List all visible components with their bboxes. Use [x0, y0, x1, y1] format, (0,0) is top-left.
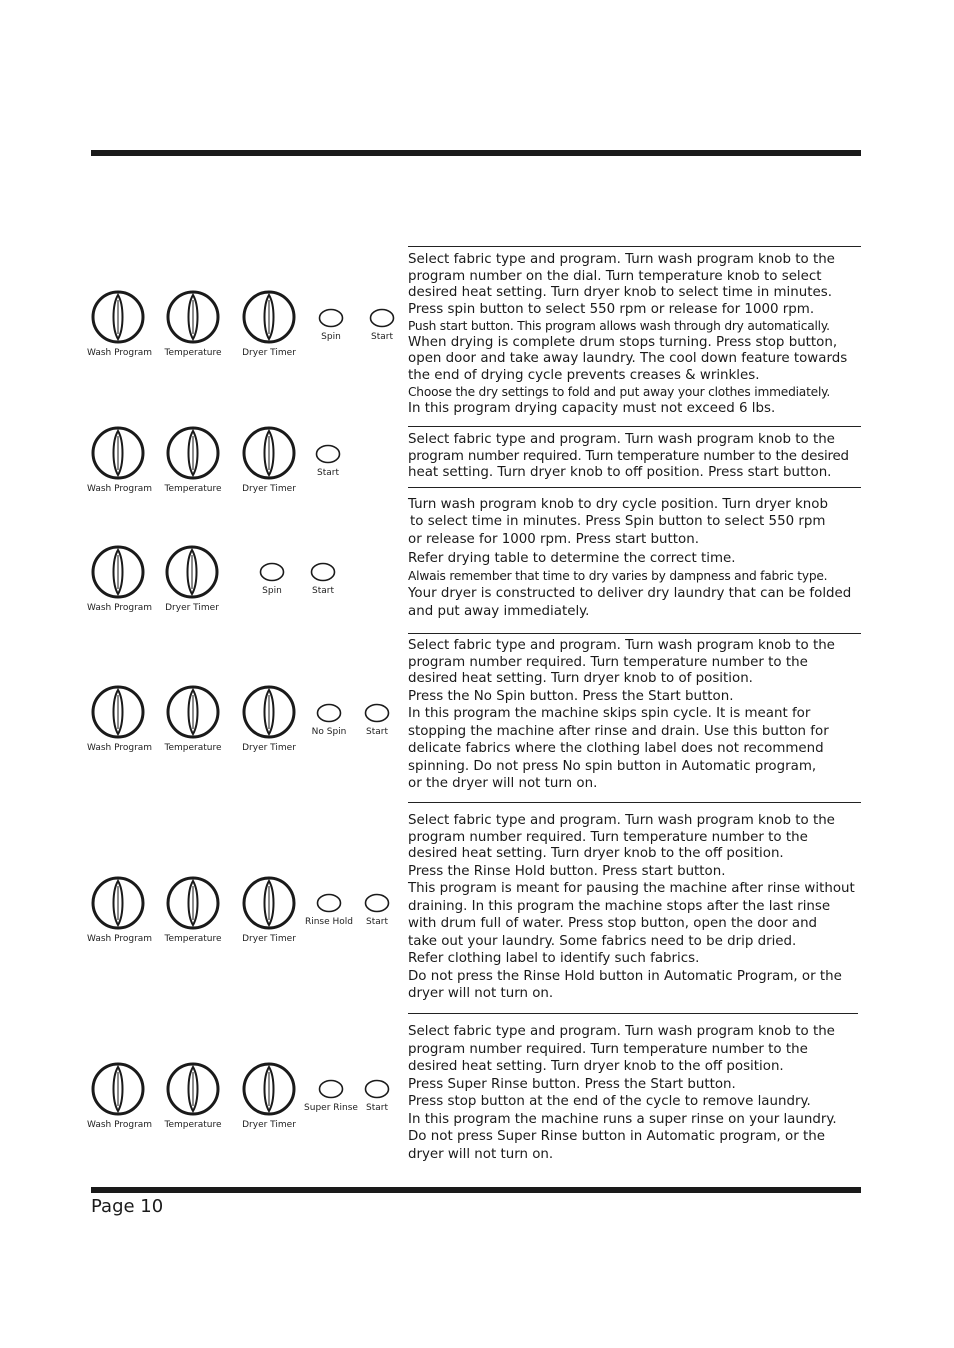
text-line: In this program the machine skips spin cycle. It is meant for — [408, 706, 811, 721]
wash-program-knob[interactable] — [87, 426, 153, 494]
start-button[interactable] — [364, 308, 400, 342]
control-label: Start — [371, 332, 393, 342]
section-divider — [408, 633, 861, 634]
text-line: In this program the machine runs a super rinse on your laundry. — [408, 1111, 837, 1127]
knob-dial-icon — [91, 685, 145, 739]
text-line: Refer drying table to determine the correct time. — [408, 550, 736, 566]
oval-button-icon — [364, 1079, 390, 1099]
text-line: desired heat setting. Turn dryer knob to select time in minutes. — [408, 285, 832, 300]
rinse-hold-button[interactable] — [304, 893, 354, 927]
knob-dial-icon — [166, 290, 220, 344]
temperature-knob[interactable] — [160, 685, 226, 753]
temperature-knob[interactable] — [160, 876, 226, 944]
text-line: Refer clothing label to identify such fabrics. — [408, 951, 700, 966]
start-button[interactable] — [310, 444, 346, 478]
control-label: Wash Program — [87, 934, 153, 944]
oval-button-icon — [316, 893, 342, 913]
temperature-knob[interactable] — [160, 426, 226, 494]
text-line: program number required. Turn temperature number to the — [408, 654, 808, 670]
start-button[interactable] — [305, 562, 341, 596]
text-line: Press Super Rinse button. Press the Start button. — [408, 1076, 736, 1092]
text-line: the end of drying cycle prevents creases & wrinkles. — [408, 367, 760, 383]
control-label: Wash Program — [87, 484, 153, 494]
temperature-knob[interactable] — [160, 1062, 226, 1130]
text-line: In this program drying capacity must not exceed 6 lbs. — [408, 400, 776, 416]
text-line: Select fabric type and program. Turn wash program knob to the — [408, 638, 835, 653]
knob-dial-icon — [91, 290, 145, 344]
oval-button-icon — [310, 562, 336, 582]
text-line: take out your laundry. Some fabrics need to be drip dried. — [408, 933, 797, 949]
section-2-text — [408, 432, 866, 482]
control-label: Temperature — [164, 484, 222, 494]
text-line: Turn wash program knob to dry cycle position. Turn dryer knob — [408, 497, 828, 512]
control-label: Temperature — [164, 743, 222, 753]
text-line: Alwais remember that time to dry varies by dampness and fabric type. — [408, 569, 828, 583]
section-divider — [408, 802, 861, 803]
bottom-rule — [91, 1187, 861, 1193]
text-line: Choose the dry settings to fold and put away your clothes immediately. — [408, 385, 831, 399]
control-label: Spin — [321, 332, 341, 342]
text-line: When drying is complete drum stops turning. Press stop button, — [408, 334, 838, 350]
start-button[interactable] — [359, 1079, 395, 1113]
text-line: desired heat setting. Turn dryer knob to of position. — [408, 671, 753, 686]
dryer-timer-knob[interactable] — [237, 290, 301, 358]
text-line: stopping the machine after rinse and drain. Use this button for — [408, 723, 829, 739]
oval-button-icon — [259, 562, 285, 582]
section-5-text — [408, 813, 866, 1003]
control-label: Dryer Timer — [242, 743, 296, 753]
control-label: Wash Program — [87, 1120, 153, 1130]
start-button[interactable] — [359, 703, 395, 737]
section-divider — [408, 1013, 858, 1014]
knob-dial-icon — [91, 1062, 145, 1116]
section-divider — [408, 246, 861, 247]
oval-button-icon — [364, 703, 390, 723]
text-line: or release for 1000 rpm. Press start button. — [408, 532, 699, 547]
wash-program-knob[interactable] — [87, 290, 153, 358]
text-line: spinning. Do not press No spin button in Automatic program, — [408, 758, 817, 774]
control-label: Dryer Timer — [242, 484, 296, 494]
wash-program-knob[interactable] — [87, 685, 153, 753]
section-divider — [408, 426, 861, 427]
oval-button-icon — [364, 893, 390, 913]
knob-dial-icon — [242, 1062, 296, 1116]
section-1-text — [408, 252, 866, 417]
text-line: desired heat setting. Turn dryer knob to the off position. — [408, 1059, 784, 1074]
control-label: Start — [366, 917, 388, 927]
text-line: open door and take away laundry. The cool down feature towards — [408, 351, 848, 366]
text-line: Push start button. This program allows wash through dry automatically. — [408, 319, 830, 333]
oval-button-icon — [318, 308, 344, 328]
control-label: Start — [366, 1103, 388, 1113]
knob-dial-icon — [242, 426, 296, 480]
text-line: to select time in minutes. Press Spin button to select 550 rpm — [410, 513, 826, 529]
section-4-text — [408, 638, 866, 793]
control-label: Wash Program — [87, 743, 153, 753]
text-line: program number required. Turn temperature number to the desired — [408, 448, 849, 464]
control-label: Temperature — [164, 934, 222, 944]
control-label: Dryer Timer — [242, 934, 296, 944]
text-line: Press stop button at the end of the cycle to remove laundry. — [408, 1094, 811, 1109]
text-line: draining. In this program the machine stops after the last rinse — [408, 898, 831, 914]
control-label: Wash Program — [87, 348, 153, 358]
control-label: Dryer Timer — [242, 348, 296, 358]
page-number: Page 10 — [91, 1196, 164, 1217]
knob-dial-icon — [165, 545, 219, 599]
control-label: Rinse Hold — [304, 917, 354, 927]
text-line: delicate fabrics where the clothing label does not recommend — [408, 741, 824, 756]
dryer-timer-knob[interactable] — [237, 1062, 301, 1130]
section-3-text — [408, 497, 866, 621]
text-line: program number required. Turn temperature number to the — [408, 1041, 808, 1057]
oval-button-icon — [369, 308, 395, 328]
text-line: Do not press Super Rinse button in Automatic program, or the — [408, 1129, 825, 1144]
text-line: or the dryer will not turn on. — [408, 776, 598, 791]
control-label: Temperature — [164, 1120, 222, 1130]
oval-button-icon — [318, 1079, 344, 1099]
text-line: Select fabric type and program. Turn wash program knob to the — [408, 813, 835, 828]
knob-dial-icon — [242, 685, 296, 739]
dryer-timer-knob[interactable] — [237, 426, 301, 494]
text-line: This program is meant for pausing the machine after rinse without — [408, 881, 855, 896]
control-label: Start — [366, 727, 388, 737]
dryer-timer-knob[interactable] — [237, 876, 301, 944]
text-line: desired heat setting. Turn dryer knob to the off position. — [408, 846, 784, 861]
knob-dial-icon — [166, 876, 220, 930]
text-line: Select fabric type and program. Turn wash program knob to the — [408, 252, 835, 267]
knob-dial-icon — [166, 426, 220, 480]
start-button[interactable] — [359, 893, 395, 927]
super-rinse-button[interactable] — [303, 1079, 359, 1113]
text-line: dryer will not turn on. — [408, 986, 554, 1001]
control-label: Dryer Timer — [242, 1120, 296, 1130]
knob-dial-icon — [166, 685, 220, 739]
dryer-timer-knob[interactable] — [237, 685, 301, 753]
control-label: Start — [317, 468, 339, 478]
top-rule — [91, 150, 861, 156]
text-line: Do not press the Rinse Hold button in Automatic Program, or the — [408, 968, 842, 984]
knob-dial-icon — [91, 426, 145, 480]
text-line: heat setting. Turn dryer knob to off position. Press start button. — [408, 465, 832, 480]
knob-dial-icon — [91, 545, 145, 599]
text-line: with drum full of water. Press stop button, open the door and — [408, 916, 818, 931]
knob-dial-icon — [242, 290, 296, 344]
temperature-knob[interactable] — [160, 290, 226, 358]
oval-button-icon — [316, 703, 342, 723]
text-line: Press the No Spin button. Press the Start button. — [408, 688, 734, 704]
wash-program-knob[interactable] — [87, 1062, 153, 1130]
wash-program-knob[interactable] — [87, 545, 153, 613]
text-line: program number required. Turn temperature number to the — [408, 829, 808, 845]
control-label: No Spin — [311, 727, 347, 737]
control-label: Spin — [262, 586, 282, 596]
no-spin-button[interactable] — [306, 703, 352, 737]
text-line: Press the Rinse Hold button. Press start button. — [408, 863, 726, 879]
text-line: and put away immediately. — [408, 604, 590, 619]
knob-dial-icon — [91, 876, 145, 930]
control-label: Temperature — [164, 348, 222, 358]
knob-dial-icon — [242, 876, 296, 930]
wash-program-knob[interactable] — [87, 876, 153, 944]
oval-button-icon — [315, 444, 341, 464]
section-divider — [408, 487, 861, 488]
knob-dial-icon — [166, 1062, 220, 1116]
control-label: Wash Program — [87, 603, 153, 613]
spin-button[interactable] — [313, 308, 349, 342]
control-label: Super Rinse — [304, 1103, 358, 1113]
text-line: Select fabric type and program. Turn wash program knob to the — [408, 432, 835, 447]
section-6-text — [408, 1024, 866, 1163]
dryer-timer-knob[interactable] — [160, 545, 224, 613]
spin-button[interactable] — [254, 562, 290, 596]
text-line: dryer will not turn on. — [408, 1146, 554, 1162]
text-line: Press spin button to select 550 rpm or release for 1000 rpm. — [408, 301, 815, 317]
control-label: Dryer Timer — [165, 603, 219, 613]
control-label: Start — [312, 586, 334, 596]
text-line: Your dryer is constructed to deliver dry laundry that can be folded — [408, 585, 852, 601]
text-line: program number on the dial. Turn temperature knob to select — [408, 268, 822, 284]
text-line: Select fabric type and program. Turn wash program knob to the — [408, 1024, 835, 1039]
